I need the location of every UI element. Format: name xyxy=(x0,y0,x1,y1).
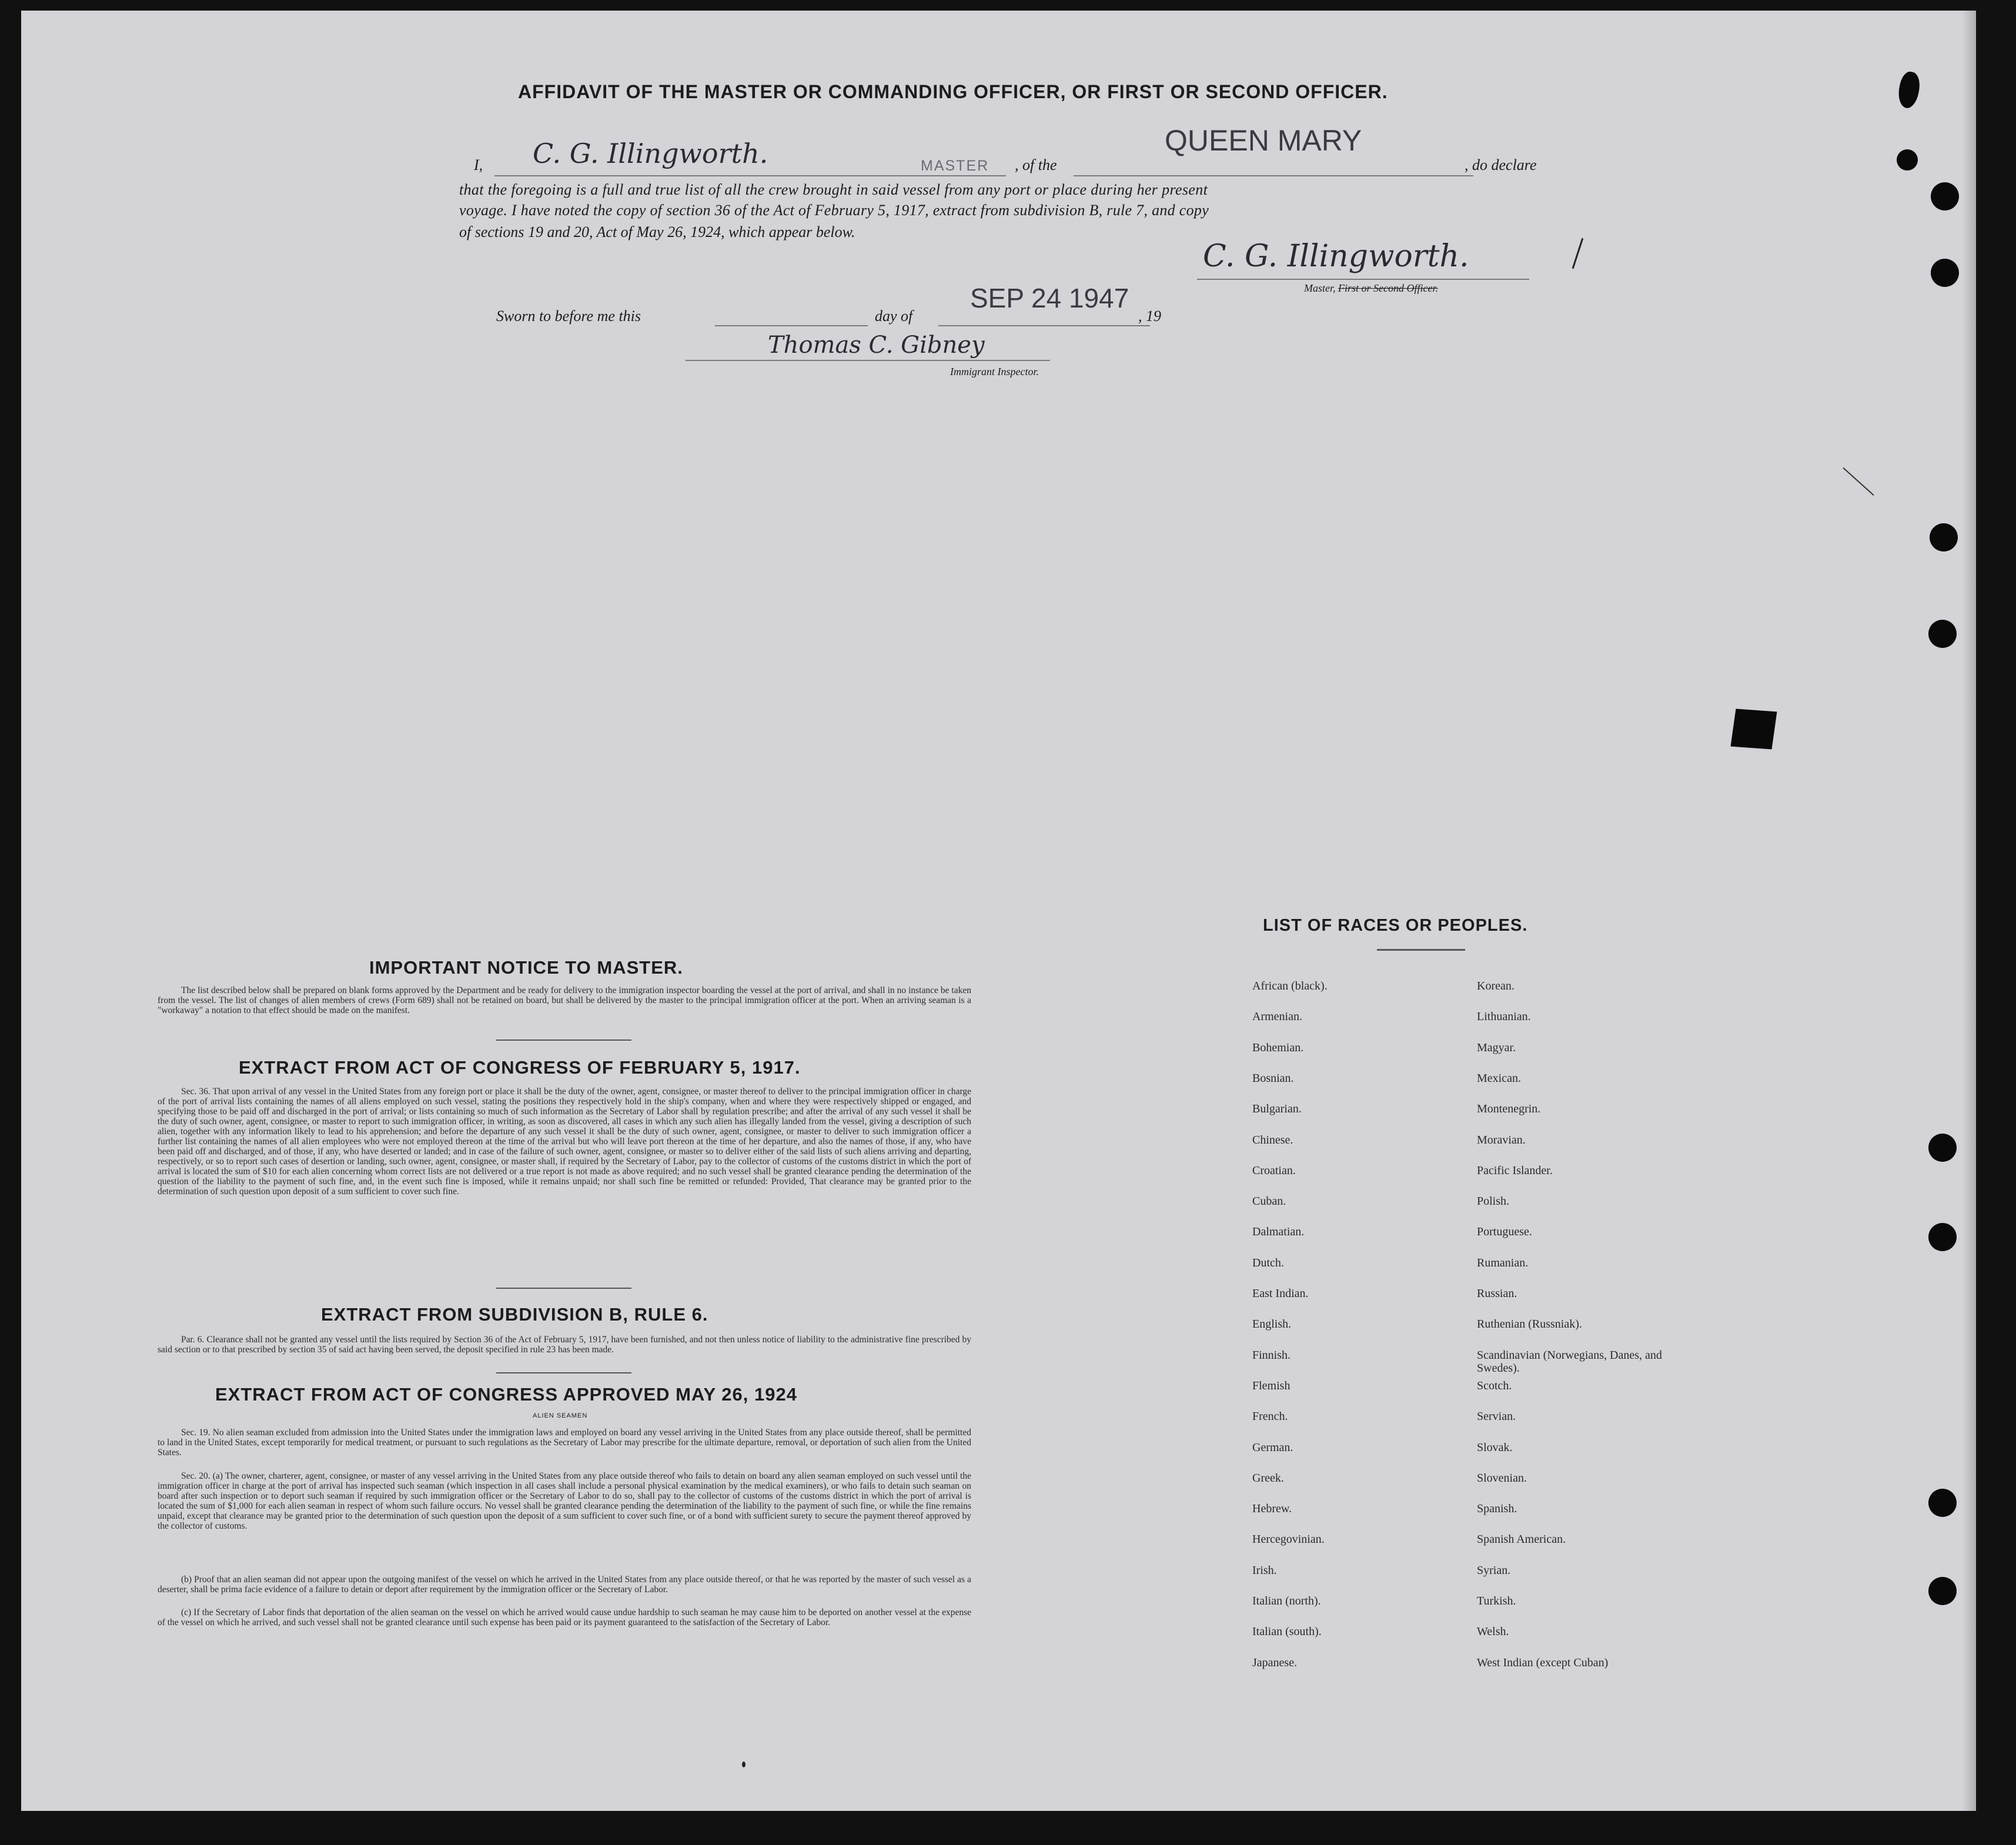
race-item: Pacific Islander. xyxy=(1477,1164,1553,1177)
master-caption-struck: First or Second Officer. xyxy=(1338,282,1438,294)
declaration-line-2: that the foregoing is a full and true list of all the crew brought in said vessel from any port or place during her present xyxy=(459,181,1208,198)
vessel-name-line xyxy=(1074,175,1473,176)
race-item: Portuguese. xyxy=(1477,1225,1532,1239)
race-item: Bosnian. xyxy=(1252,1071,1294,1085)
affidavit-title: AFFIDAVIT OF THE MASTER OR COMMANDING OFFICER, OR FIRST OR SECOND OFFICER. xyxy=(518,81,1388,102)
notice-heading: IMPORTANT NOTICE TO MASTER. xyxy=(369,957,683,978)
punch-hole xyxy=(1928,1223,1957,1251)
date-stamp: SEP 24 1947 xyxy=(970,283,1129,313)
punch-hole xyxy=(1931,182,1959,210)
punch-hole xyxy=(1928,1134,1957,1162)
of-the-label: , of the xyxy=(1015,156,1057,173)
master-signature-line xyxy=(1197,279,1529,280)
race-item: Korean. xyxy=(1477,980,1514,992)
race-item: Welsh. xyxy=(1477,1625,1509,1639)
inspector-signature: Thomas C. Gibney xyxy=(768,332,985,359)
race-item: Hebrew. xyxy=(1252,1502,1292,1516)
sworn-month-line xyxy=(938,325,1150,326)
document-page xyxy=(21,11,1976,1811)
extract-1924-sec20b: (b) Proof that an alien seaman did not appear upon the outgoing manifest of the vessel on which he arrived in the United States from any place outside thereof, or that he was reported by the master of such vessel as a deserter, shall be prima facie evidence of a failure to detain or deport after requirement by the immigration officer or the Secretary of Labor. xyxy=(158,1575,971,1595)
punch-hole xyxy=(1928,1577,1957,1605)
inspector-caption: Immigrant Inspector. xyxy=(950,366,1039,377)
race-item: Italian (south). xyxy=(1252,1625,1322,1639)
race-item: Spanish American. xyxy=(1477,1533,1566,1546)
extract-1917-heading: EXTRACT FROM ACT OF CONGRESS OF FEBRUARY 5, 1917. xyxy=(239,1057,801,1078)
race-item: Scandinavian (Norwegians, Danes, and Swedes). xyxy=(1477,1348,1662,1375)
race-item: Slovenian. xyxy=(1477,1471,1527,1485)
master-caption-prefix: Master, xyxy=(1304,282,1336,294)
race-item: Montenegrin. xyxy=(1477,1102,1541,1116)
race-item: Cuban. xyxy=(1252,1195,1286,1208)
ink-blot-mark xyxy=(1731,709,1777,750)
races-heading-rule xyxy=(1377,949,1465,951)
race-item: Moravian. xyxy=(1477,1133,1526,1147)
race-item: Bohemian. xyxy=(1252,1041,1304,1054)
race-item: Spanish. xyxy=(1477,1502,1517,1516)
extract-1917-text: Sec. 36. That upon arrival of any vessel in the United States from any foreign port or place it shall be the duty of the owner, agent, consignee, or master thereof to deliver to the principal immigration officer in charge of the port of arrival lists containing the names of all aliens employed on such vessel, stating the positions they respectively hold in the ship's company, when and where they were respectively shipped or engaged, and specifying those to be paid off and discharged in the port of arrival; or lists containing so much of such information as the Secretary of Labor shall by regulation prescribe; and after the arrival of any such vessel it shall be the duty of such owner, agent, consignee, or master to report to such immigration officer, in writing, as soon as discovered, all cases in which any such alien has illegally landed from the vessel, giving a description of such alien, together with any information likely to lead to his apprehension; and before the departure of any such vessel it shall be the duty of such owner, agent, consignee, or master to deliver to such immigration officer a further list containing the names of all alien employees who were not employed thereon at the time of the arrival but who will leave port thereon at the time of her departure, and also the names of those, if any, who have been paid off and discharged, and of those, if any, who have deserted or landed; and in case of the failure of such owner, agent, consignee, or master so to deliver either of the said lists of such aliens arriving and departing, respectively, or so to report such cases of desertion or landing, such owner, agent, consignee, or master shall, if required by the Secretary of Labor, pay to the collector of customs of the customs district in which the port of arrival is located the sum of $10 for each alien concerning whom correct lists are not delivered or a true report is not made as above required; and no such vessel shall be granted clearance pending the determination of the question of the liability to the payment of such fine, and, in the event such fine is imposed, while it remains unpaid; nor shall such fine be remitted or refunded: Provided, That clearance may be granted prior to the determination of such question upon deposit of a sum sufficient to cover such fine. xyxy=(158,1087,971,1196)
declaration-line-3: voyage. I have noted the copy of section 36 of the Act of February 5, 1917, extract from subdivision B, rule 7, and copy xyxy=(459,202,1209,219)
race-item: Greek. xyxy=(1252,1471,1284,1485)
race-item: Dalmatian. xyxy=(1252,1225,1305,1239)
year-prefix: , 19 xyxy=(1138,308,1161,325)
notice-text: The list described below shall be prepared on blank forms approved by the Department and be ready for delivery to the immigration inspector boarding the vessel at the port of arrival, and shall in no instance be taken from the vessel. The list of changes of alien members of crews (Form 689) shall not be retained on board, but shall be delivered by the master to the principal immigration officer at the port. When an arriving seaman is a "workaway" a notation to that effect should be made on the manifest. xyxy=(158,985,971,1015)
vessel-name-stamp: QUEEN MARY xyxy=(1165,124,1362,157)
pen-stroke-mark xyxy=(1843,467,1874,496)
subdivision-b-heading: EXTRACT FROM SUBDIVISION B, RULE 6. xyxy=(321,1304,708,1325)
race-item: Slovak. xyxy=(1477,1440,1513,1454)
race-item: Japanese. xyxy=(1252,1656,1298,1669)
section-divider xyxy=(496,1288,631,1289)
race-item: Lithuanian. xyxy=(1477,1010,1531,1024)
race-item: Croatian. xyxy=(1252,1164,1296,1177)
subdivision-b-text: Par. 6. Clearance shall not be granted any vessel until the lists required by Section 36 of the Act of February 5, 1917, have been furnished, and not then unless notice of liability to the administrative fine prescribed by said section or to that prescribed by section 35 of said act having been served, the deposit specified in rule 23 has been made. xyxy=(158,1335,971,1355)
race-item: German. xyxy=(1252,1440,1293,1454)
race-item: Irish. xyxy=(1252,1563,1277,1577)
stray-ink-speck xyxy=(742,1762,745,1767)
punch-hole xyxy=(1931,259,1959,287)
page-edge-shadow xyxy=(1962,11,1976,1811)
race-item: Chinese. xyxy=(1252,1133,1293,1147)
extract-1924-sec20c: (c) If the Secretary of Labor finds that deportation of the alien seaman on the vessel on which he arrived would cause undue hardship to such seaman he may cause him to be deported on another vessel at the expense of the vessel on which he arrived, and such vessel shall not be granted clearance until such expense has been paid or its payment guaranteed to the satisfaction of the Secretary of Labor. xyxy=(158,1607,971,1627)
inspector-signature-line xyxy=(686,360,1050,361)
extract-1924-heading: EXTRACT FROM ACT OF CONGRESS APPROVED MAY 26, 1924 xyxy=(215,1384,797,1405)
race-item: Mexican. xyxy=(1477,1071,1521,1085)
pen-check-mark xyxy=(1572,238,1584,269)
declarant-name-line xyxy=(494,175,1006,176)
punch-hole xyxy=(1928,1489,1957,1517)
ink-blot-mark xyxy=(1895,70,1923,110)
race-item: Bulgarian. xyxy=(1252,1102,1302,1116)
punch-hole xyxy=(1928,620,1957,648)
race-item: Magyar. xyxy=(1477,1041,1516,1054)
extract-1924-subheading: ALIEN SEAMEN xyxy=(533,1412,588,1419)
race-item: Syrian. xyxy=(1477,1563,1511,1577)
punch-hole xyxy=(1897,149,1918,171)
race-item: Italian (north). xyxy=(1252,1595,1321,1607)
race-item: Ruthenian (Russniak). xyxy=(1477,1318,1582,1331)
race-item: Finnish. xyxy=(1252,1348,1291,1362)
race-item: Polish. xyxy=(1477,1195,1510,1208)
race-item: Dutch. xyxy=(1252,1256,1284,1269)
race-item: Hercegovinian. xyxy=(1252,1533,1325,1546)
extract-1924-sec20a: Sec. 20. (a) The owner, charterer, agent, consignee, or master of any vessel arriving in the United States from any place outside thereof who fails to detain on board any alien seaman employed on such vessel until the immigration officer in charge at the port of arrival has inspected such seaman (which inspection in all cases shall include a personal physical examination by the medical examiners), or who fails to detain such seaman on board after such inspection or to deport such seaman if required by such immigration officer or the Secretary of Labor to do so, shall pay to the collector of customs of the customs district in which the port of arrival is located the sum of $1,000 for each alien seaman in respect of whom such failure occurs. No vessel shall be granted clearance pending the determination of the liability to the payment of such fine, or while the fine remains unpaid, except that clearance may be granted prior to the determination of such question upon the deposit of a sum sufficient to cover such fine, or of a bond with sufficient surety to secure the payment thereof approved by the collector of customs. xyxy=(158,1471,971,1531)
race-item: Turkish. xyxy=(1477,1595,1516,1607)
race-item: English. xyxy=(1252,1318,1292,1331)
master-signature: C. G. Illingworth. xyxy=(1203,239,1469,274)
section-divider xyxy=(496,1372,631,1373)
do-declare-label: , do declare xyxy=(1465,156,1537,173)
rank-stamp: MASTER xyxy=(921,158,989,174)
sworn-day-line xyxy=(715,325,868,326)
races-heading: LIST OF RACES OR PEOPLES. xyxy=(1263,916,1528,935)
race-item: Scotch. xyxy=(1477,1379,1512,1392)
section-divider xyxy=(496,1040,631,1041)
race-item: Servian. xyxy=(1477,1410,1516,1423)
punch-hole xyxy=(1930,523,1958,552)
sworn-label: Sworn to before me this xyxy=(496,308,641,325)
declarant-signature: C. G. Illingworth. xyxy=(533,138,768,169)
race-item: Russian. xyxy=(1477,1287,1517,1300)
race-item: East Indian. xyxy=(1252,1287,1309,1300)
declaration-i-label: I, xyxy=(474,156,483,173)
master-caption xyxy=(1304,282,1438,295)
race-item: French. xyxy=(1252,1410,1288,1423)
race-item: West Indian (except Cuban) xyxy=(1477,1656,1609,1669)
day-of-label: day of xyxy=(875,308,913,325)
race-item: Armenian. xyxy=(1252,1010,1302,1024)
extract-1924-sec19: Sec. 19. No alien seaman excluded from admission into the United States under the immigration laws and employed on board any vessel arriving in the United States from any place outside thereof, shall be permitted to land in the United States, except temporarily for medical treatment, or pursuant to such regulations as the Secretary of Labor may prescribe for the ultimate departure, removal, or deportation of such alien from the United States. xyxy=(158,1428,971,1458)
race-item: African (black). xyxy=(1252,980,1328,992)
declaration-line-4: of sections 19 and 20, Act of May 26, 1924, which appear below. xyxy=(459,223,855,240)
race-item: Flemish xyxy=(1252,1379,1290,1392)
race-item: Rumanian. xyxy=(1477,1256,1529,1269)
